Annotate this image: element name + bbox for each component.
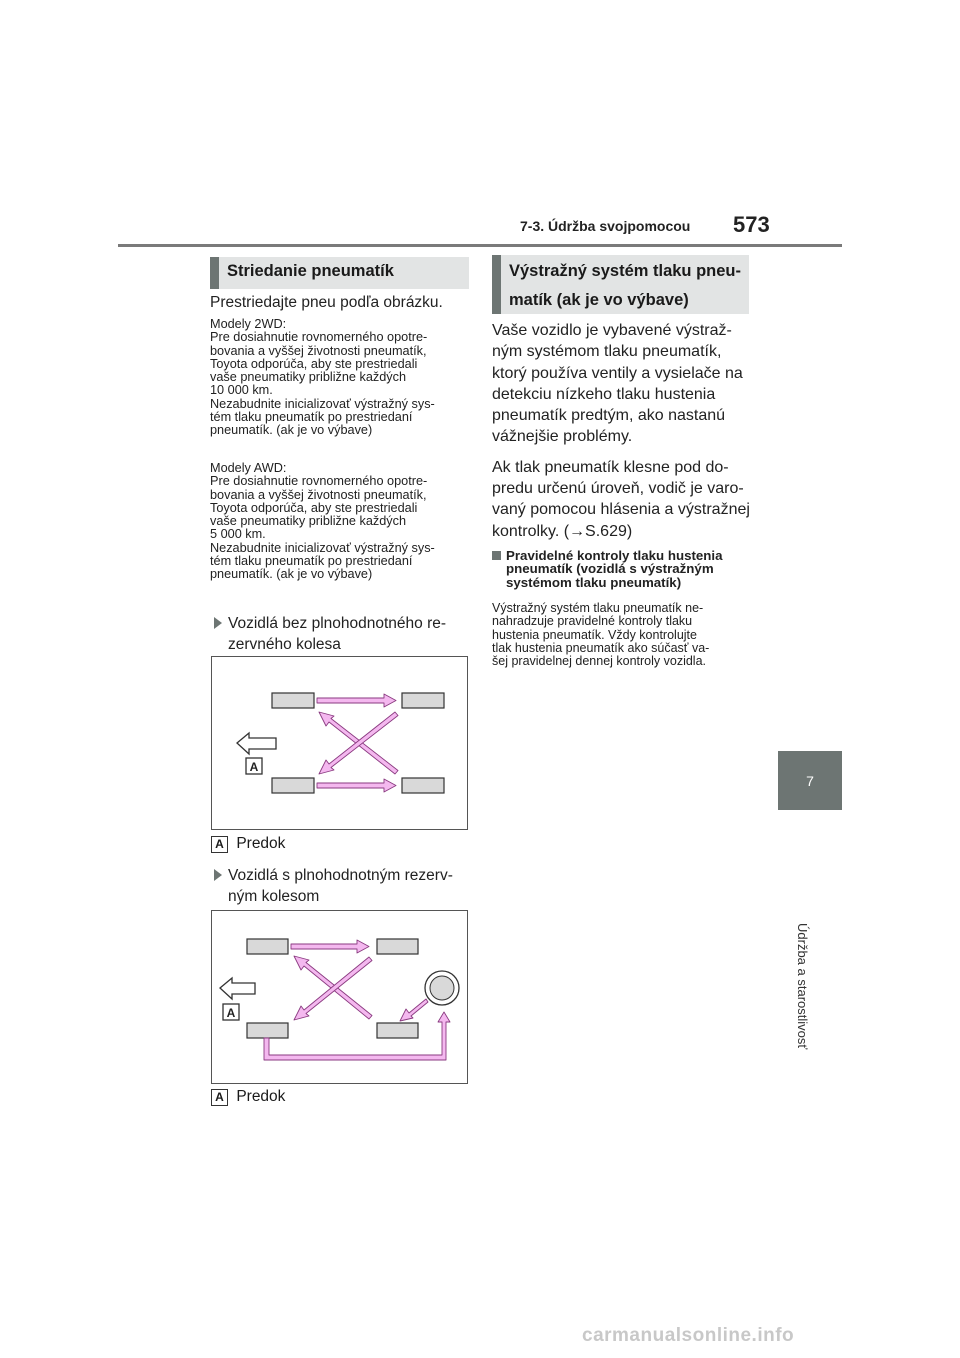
chapter-tab: 7 [778, 751, 842, 810]
heading-tire-rotation: Striedanie pneumatík [210, 257, 469, 289]
tire-front-right [377, 939, 418, 954]
arrow-rear-left-to-right [317, 779, 396, 792]
label-a: A [226, 1006, 236, 1020]
heading-tpms: Výstražný systém tlaku pneu- matík (ak je vo výbave) [492, 255, 749, 314]
rotation-diagram-4-tires [211, 656, 468, 830]
caption-text: Predok [236, 835, 286, 852]
caption-front-1 [211, 835, 285, 853]
triangle-bullet-icon [214, 617, 222, 629]
tire-rear-right [402, 778, 444, 793]
front-direction-arrow-icon [220, 978, 255, 999]
square-bullet-icon [492, 551, 501, 560]
arrow-front-left-to-right [317, 694, 396, 707]
header-rule [118, 244, 842, 247]
caption-label-a: A [211, 1089, 228, 1106]
arrow-front-left-to-right [291, 940, 369, 953]
page-number: 573 [733, 212, 770, 237]
rotation-diagram-5-tires [211, 910, 468, 1084]
chapter-tab-label: Údržba a starostlivosť [795, 923, 810, 1050]
subheading-regular-checks: Pravidelné kontroly tlaku hustenia pneumatík (vozidlá s výstražným systémom tlaku pneumatík) [492, 549, 756, 589]
intro-text: Prestriedajte pneu podľa obrázku. [210, 294, 443, 311]
tire-rear-right [377, 1023, 418, 1038]
tpms-body [492, 320, 754, 551]
label-a: A [249, 760, 259, 774]
tire-rear-left [247, 1023, 288, 1038]
arrow-spare-to-rear-right [400, 999, 428, 1021]
tire-rear-left [272, 778, 314, 793]
bullet-no-spare: Vozidlá bez plnohodnotného re- zervného kolesa [214, 613, 478, 655]
tpms-para-1: Vaše vozidlo je vybavené výstraž- ným systémom tlaku pneumatík, ktorý používa ventily a vysielače na detekciu nízkeho tlaku hustenia pneumatík predtým, ako nastanú vážnejšie problémy. [492, 322, 743, 446]
caption-text: Predok [236, 1088, 286, 1105]
section-title: 7-3. Údržba svojpomocou [520, 218, 691, 234]
spare-tire-inner [430, 976, 454, 1000]
tire-front-right [402, 693, 444, 708]
tire-front-left [247, 939, 288, 954]
tpms-para-2: Ak tlak pneumatík klesne pod do- predu určenú úroveň, vodič je varo- vaný pomocou hlásenia a výstražnej kontrolky. (→S.629) [492, 458, 750, 540]
caption-front-2 [211, 1088, 285, 1106]
note-awd: Modely AWD: Pre dosiahnutie rovnomerného opotre- bovania a vyššej životnosti pneumatík, Toyota odporúča, aby ste prestriedali vaše pneumatiky približne každých 5 000 km. Nezabudnite inicializovať výstražný sys- tém tlaku pneumatík po prestriedaní pneumatík. (ak je vo výbave) [210, 461, 435, 582]
caption-label-a: A [211, 836, 228, 853]
triangle-bullet-icon [214, 869, 222, 881]
arrow-rear-left-to-spare [264, 1012, 450, 1060]
front-direction-arrow-icon [237, 733, 276, 754]
note-2wd: Modely 2WD: Pre dosiahnutie rovnomerného opotre- bovania a vyššej životnosti pneumatík, Toyota odporúča, aby ste prestriedali vaše pneumatiky približne každých 10 000 km. Nezabudnite inicializovať výstražný sys- tém tlaku pneumatík po prestriedaní pneumatík. (ak je vo výbave) [210, 317, 435, 438]
watermark: carmanualsonline.info [582, 1325, 795, 1346]
regular-checks-body: Výstražný systém tlaku pneumatík ne- nahradzuje pravidelné kontroly tlaku hustenia pneumatík. Vždy kontrolujte tlak hustenia pneumatík ako súčasť va- šej pravidelnej dennej kontroly vozidla. [492, 601, 710, 669]
bullet-with-spare: Vozidlá s plnohodnotným rezerv- ným kolesom [214, 865, 478, 907]
tire-front-left [272, 693, 314, 708]
